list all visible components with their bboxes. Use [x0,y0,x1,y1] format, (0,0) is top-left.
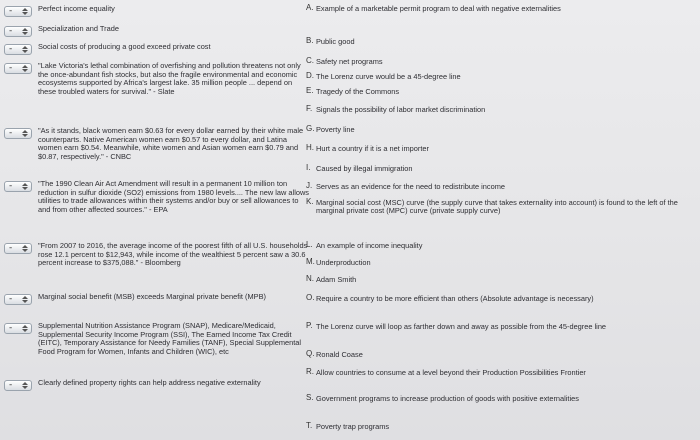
select-placeholder: - [9,26,13,36]
choice-text: Signals the possibility of labor market discrimination [316,105,486,114]
choice-text: Underproduction [316,258,371,267]
choice-letter: E. [306,86,314,95]
choice-letter: Q. [306,349,315,358]
choice-text: The Lorenz curve would be a 45-degree line [316,72,461,81]
choice-letter: A. [306,3,314,12]
choice-text: Allow countries to consume at a level beyond their Production Possibilities Frontier [316,368,586,377]
select-arrows-icon [22,64,28,73]
answer-select[interactable] [4,26,32,37]
choice-text: Caused by illegal immigration [316,164,413,173]
premise-text: Marginal social benefit (MSB) exceeds Marginal private benefit (MPB) [38,292,266,301]
choice-letter: P. [306,321,313,330]
choice-letter: F. [306,104,313,113]
choice-letter: T. [306,421,313,430]
select-placeholder: - [9,294,13,304]
premise-text: "Lake Victoria's lethal combination of overfishing and pollution threatens not only the once-abundant fish stocks, but also the fragile environmental and economic ecosystems supported by Africa's largest lake. 35 million people ... depend on these troubled waters for survival." - Slate [38,61,301,96]
choice-text: The Lorenz curve will loop as farther down and away as possible from the 45-degree line [316,322,607,331]
choice-letter: D. [306,71,314,80]
choice-text: Tragedy of the Commons [316,87,400,96]
choice-text: Example of a marketable permit program to deal with negative externalities [316,4,561,13]
answer-select[interactable] [4,323,32,334]
choice-text: Hurt a country if it is a net importer [316,144,429,153]
choice-text: Safety net programs [316,57,383,66]
select-arrows-icon [22,45,28,54]
choice-text: Poverty trap programs [316,422,390,431]
choice-text: Government programs to increase production of goods with positive externalities [316,394,579,403]
answer-choices-column [306,0,700,440]
premise-text: "As it stands, black women earn $0.63 for every dollar earned by their white male counterparts. Native American women earn $0.57 to every dollar, and Latina women earn $0.54. Meanwhile, white women and Asian women earn $0.79 and $0.87, respectively." - CNBC [38,126,304,161]
select-placeholder: - [9,243,13,253]
select-placeholder: - [9,44,13,54]
choice-text: Adam Smith [316,275,357,284]
select-placeholder: - [9,128,13,138]
answer-select[interactable] [4,6,32,17]
answer-select[interactable] [4,380,32,391]
choice-letter: I. [306,163,311,172]
premise-text: "From 2007 to 2016, the average income of the poorest fifth of all U.S. households rose 12.1 percent to $12,943, while income of the wealthiest 5 percent saw a 30.6 percent increase to $375,088." - Bloomberg [38,241,308,268]
premises-column [0,0,315,440]
select-arrows-icon [22,244,28,253]
select-placeholder: - [9,323,13,333]
choice-letter: S. [306,393,314,402]
premise-text: Perfect income equality [38,4,115,13]
premise-text: Clearly defined property rights can help address negative externality [38,378,261,387]
choice-text: Ronald Coase [316,350,363,359]
choice-letter: H. [306,143,314,152]
answer-select[interactable] [4,128,32,139]
select-placeholder: - [9,181,13,191]
answer-select[interactable] [4,44,32,55]
select-arrows-icon [22,381,28,390]
select-arrows-icon [22,295,28,304]
select-arrows-icon [22,129,28,138]
premise-text: Specialization and Trade [38,24,119,33]
answer-select[interactable] [4,243,32,254]
choice-letter: R. [306,367,314,376]
choice-text: Require a country to be more efficient than others (Absolute advantage is necessary) [316,294,594,303]
choice-letter: C. [306,56,314,65]
choice-letter: K. [306,197,314,206]
answer-select[interactable] [4,63,32,74]
select-arrows-icon [22,7,28,16]
premise-text: Social costs of producing a good exceed private cost [38,42,211,51]
choice-text: Poverty line [316,125,355,134]
choice-text: Public good [316,37,355,46]
select-placeholder: - [9,380,13,390]
choice-letter: M. [306,257,315,266]
select-arrows-icon [22,324,28,333]
choice-letter: N. [306,274,314,283]
choice-letter: B. [306,36,314,45]
choice-text: Serves as an evidence for the need to redistribute income [316,182,505,191]
choice-text: Marginal social cost (MSC) curve (the supply curve that takes externality into account) is found to the left of the marginal private cost (MPC) curve (private supply curve) [316,198,678,216]
answer-select[interactable] [4,294,32,305]
answer-select[interactable] [4,181,32,192]
select-arrows-icon [22,27,28,36]
choice-letter: J. [306,181,313,190]
premise-text: Supplemental Nutrition Assistance Program (SNAP), Medicare/Medicaid, Supplemental Security Income Program (SSI), The Earned Income Tax Credit (EITC), Temporary Assistance for Needy Families (TANF), Special Supplemental Food Program for Women, Infants and Children (WIC), etc [38,321,302,356]
select-placeholder: - [9,6,13,16]
choice-text: An example of income inequality [316,241,423,250]
select-arrows-icon [22,182,28,191]
choice-letter: O. [306,293,315,302]
choice-letter: G. [306,124,315,133]
premise-text: "The 1990 Clean Air Act Amendment will result in a permanent 10 million ton reduction in sulfur dioxide (SO2) emissions from 1980 levels.... The new law allows utilities to trade allowances within their systems and/or buy or sell allowances to and from other affected sources." - EPA [38,179,309,214]
select-placeholder: - [9,63,13,73]
choice-letter: L. [306,240,313,249]
